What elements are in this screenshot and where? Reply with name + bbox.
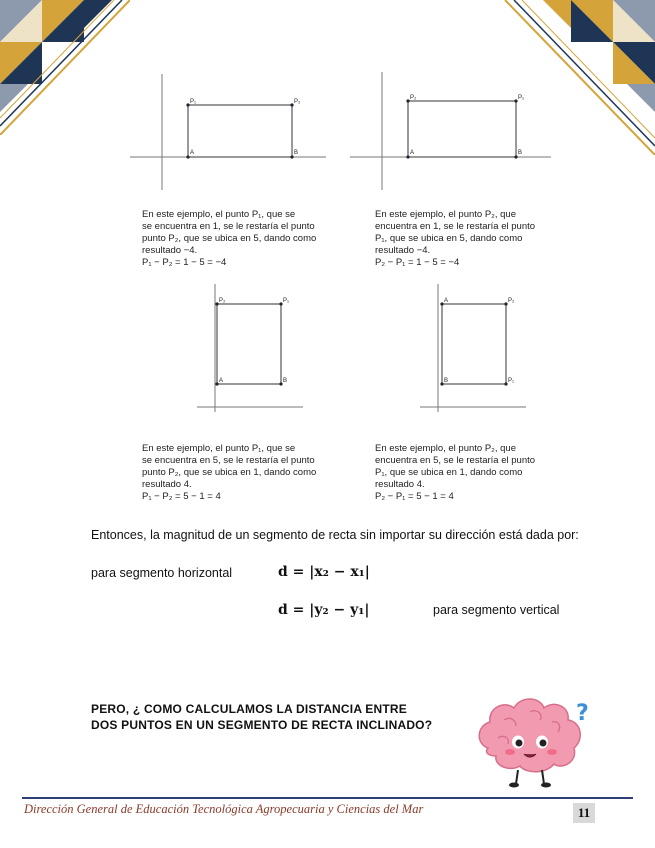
graph-bottom-right bbox=[418, 282, 528, 414]
caption-top-left bbox=[142, 209, 316, 269]
caption-line: encuentra en 5, se le restaría el punto bbox=[375, 455, 536, 466]
caption-line: En este ejemplo, el punto P₂, que bbox=[375, 443, 517, 454]
caption-line: P₁ − P₂ = 5 − 1 = 4 bbox=[142, 491, 221, 502]
graph-point-label: P₁ bbox=[508, 378, 515, 384]
caption-line: encuentra en 1, se le restaría el punto bbox=[375, 221, 536, 232]
footer-divider bbox=[22, 797, 633, 799]
graph-point-label: A bbox=[219, 378, 224, 384]
question-heading bbox=[91, 701, 432, 733]
graph-point-label: B bbox=[444, 378, 449, 384]
graph-point-label: A bbox=[190, 150, 195, 156]
formula-horizontal: d = |x₂ − x₁| bbox=[278, 564, 370, 580]
graph-point-label: P₂ bbox=[219, 298, 226, 304]
caption-line: resultado 4. bbox=[375, 479, 425, 490]
graph-point-label: A bbox=[444, 298, 449, 304]
caption-line: se encuentra en 5, se le restaría el punto bbox=[142, 455, 315, 466]
graph-point-label: P₂ bbox=[410, 95, 417, 101]
caption-line: resultado 4. bbox=[142, 479, 192, 490]
caption-line: En este ejemplo, el punto P₂, que bbox=[375, 209, 517, 220]
caption-bottom-right bbox=[375, 443, 535, 503]
graph-point-label: P₁ bbox=[190, 99, 197, 105]
caption-line: resultado −4. bbox=[142, 245, 198, 256]
caption-line: P₁ − P₂ = 1 − 5 = −4 bbox=[142, 257, 227, 268]
top-left-corner-decoration bbox=[0, 0, 130, 140]
caption-line: En este ejemplo, el punto P₁, que se bbox=[142, 209, 296, 220]
brain-mascot-illustration bbox=[470, 690, 600, 795]
intro-text: Entonces, la magnitud de un segmento de recta sin importar su dirección está dada por: bbox=[91, 528, 579, 542]
graph-point-label: P₁ bbox=[283, 298, 290, 304]
graph-point-label: B bbox=[518, 150, 523, 156]
graph-point-label: P₂ bbox=[508, 298, 515, 304]
formula-vertical: d = |y₂ − y₁| bbox=[278, 602, 370, 618]
graph-point-label: P₁ bbox=[518, 95, 525, 101]
graph-point-label: P₂ bbox=[294, 99, 301, 105]
graph-top-right bbox=[348, 70, 553, 192]
question-mark-icon: ? bbox=[576, 701, 589, 726]
graph-top-left bbox=[128, 70, 328, 192]
horizontal-label: para segmento horizontal bbox=[91, 566, 233, 580]
caption-line: En este ejemplo, el punto P₁, que se bbox=[142, 443, 296, 454]
graph-point-label: A bbox=[410, 150, 415, 156]
caption-top-right bbox=[375, 209, 535, 269]
caption-line: P₁, que se ubica en 5, dando como bbox=[375, 233, 523, 244]
graph-point-label: B bbox=[294, 150, 299, 156]
caption-bottom-left bbox=[142, 443, 316, 503]
caption-line: resultado −4. bbox=[375, 245, 431, 256]
footer-institution: Dirección General de Educación Tecnológica Agropecuaria y Ciencias del Mar bbox=[24, 802, 424, 816]
caption-line: se encuentra en 1, se le restaría el punto bbox=[142, 221, 315, 232]
question-line-1: PERO, ¿ COMO CALCULAMOS LA DISTANCIA ENTRE bbox=[91, 702, 407, 716]
caption-line: punto P₂, que se ubica en 5, dando como bbox=[142, 233, 317, 244]
caption-line: P₁, que se ubica en 1, dando como bbox=[375, 467, 523, 478]
caption-line: punto P₂, que se ubica en 1, dando como bbox=[142, 467, 317, 478]
caption-line: P₂ − P₁ = 1 − 5 = −4 bbox=[375, 257, 460, 268]
vertical-label: para segmento vertical bbox=[433, 603, 560, 617]
graph-bottom-left bbox=[195, 282, 305, 414]
page-number: 11 bbox=[573, 803, 595, 823]
graph-point-label: B bbox=[283, 378, 288, 384]
caption-line: P₂ − P₁ = 5 − 1 = 4 bbox=[375, 491, 454, 502]
question-line-2: DOS PUNTOS EN UN SEGMENTO DE RECTA INCLINADO? bbox=[91, 718, 433, 732]
